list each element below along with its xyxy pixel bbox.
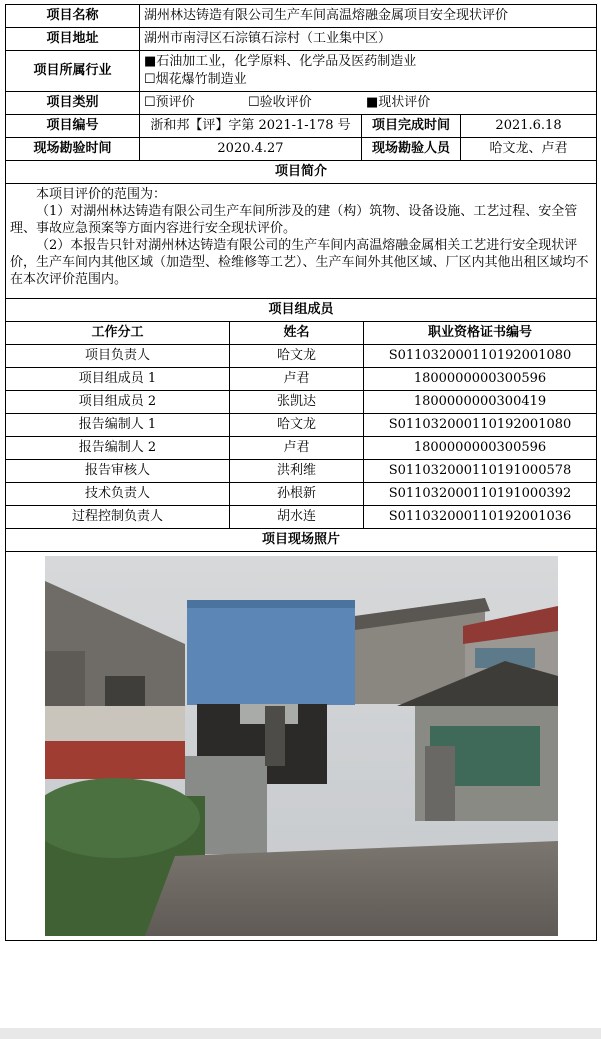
member-role: 项目组成员 1 bbox=[6, 367, 230, 390]
intro-body bbox=[6, 184, 597, 299]
project-industry-label: 项目所属行业 bbox=[6, 51, 140, 92]
project-address-label: 项目地址 bbox=[6, 28, 140, 51]
team-col-role: 工作分工 bbox=[6, 321, 230, 344]
project-industry-value bbox=[140, 51, 597, 92]
member-name: 张凯达 bbox=[230, 390, 364, 413]
intro-heading: 项目简介 bbox=[6, 161, 597, 184]
row-project-address bbox=[6, 28, 597, 51]
table-row bbox=[6, 436, 597, 459]
member-cert: S011032000110191000392 bbox=[364, 482, 597, 505]
row-intro-body bbox=[6, 184, 597, 299]
member-name: 哈文龙 bbox=[230, 344, 364, 367]
type-option-acceptance: ☐验收评价 bbox=[248, 95, 312, 110]
table-row bbox=[6, 367, 597, 390]
member-cert: S011032000110192001036 bbox=[364, 505, 597, 528]
member-cert: 1800000000300596 bbox=[364, 436, 597, 459]
team-header-row bbox=[6, 321, 597, 344]
survey-staff-label: 现场勘验人员 bbox=[362, 138, 461, 161]
project-type-label: 项目类别 bbox=[6, 92, 140, 115]
page-footer-bar bbox=[0, 1028, 601, 1039]
member-role: 报告编制人 1 bbox=[6, 413, 230, 436]
project-number-value: 浙和邦【评】字第 2021-1-178 号 bbox=[140, 115, 362, 138]
table-row bbox=[6, 390, 597, 413]
team-col-name: 姓名 bbox=[230, 321, 364, 344]
site-photo-image bbox=[45, 556, 558, 936]
member-name: 胡水连 bbox=[230, 505, 364, 528]
project-address-value: 湖州市南浔区石淙镇石淙村（工业集中区） bbox=[140, 28, 597, 51]
row-project-number bbox=[6, 115, 597, 138]
row-project-industry bbox=[6, 51, 597, 92]
table-row bbox=[6, 344, 597, 367]
project-complete-label: 项目完成时间 bbox=[362, 115, 461, 138]
member-name: 孙根新 bbox=[230, 482, 364, 505]
member-cert: S011032000110192001080 bbox=[364, 344, 597, 367]
survey-time-value: 2020.4.27 bbox=[140, 138, 362, 161]
member-cert: 1800000000300596 bbox=[364, 367, 597, 390]
evaluation-form bbox=[5, 4, 596, 941]
type-option-status: ■现状评价 bbox=[366, 95, 431, 110]
member-name: 洪利维 bbox=[230, 459, 364, 482]
row-intro-heading bbox=[6, 161, 597, 184]
member-role: 项目负责人 bbox=[6, 344, 230, 367]
row-photo bbox=[6, 551, 597, 940]
row-survey bbox=[6, 138, 597, 161]
row-project-name bbox=[6, 5, 597, 28]
member-role: 技术负责人 bbox=[6, 482, 230, 505]
survey-staff-value: 哈文龙、卢君 bbox=[461, 138, 597, 161]
row-team-heading bbox=[6, 298, 597, 321]
member-cert: S011032000110191000578 bbox=[364, 459, 597, 482]
intro-paragraph: （2）本报告只针对湖州林达铸造有限公司的生产车间内高温熔融金属相关工艺进行安全现状评价，生产车间内其他区域（加造型、检维修等工艺）、生产车间外其他区域、厂区内其他出租区域均不在本次评价范围内。 bbox=[10, 238, 589, 287]
team-table bbox=[5, 298, 597, 941]
member-name: 卢君 bbox=[230, 367, 364, 390]
intro-paragraph: （1）对湖州林达铸造有限公司生产车间所涉及的建（构）筑物、设备设施、工艺过程、安全管理、事故应急预案等方面内容进行安全现状评价。 bbox=[10, 204, 578, 236]
project-name-label: 项目名称 bbox=[6, 5, 140, 28]
member-role: 报告审核人 bbox=[6, 459, 230, 482]
photo-cell bbox=[6, 551, 597, 940]
project-type-value bbox=[140, 92, 597, 115]
photo-heading: 项目现场照片 bbox=[6, 528, 597, 551]
project-complete-value: 2021.6.18 bbox=[461, 115, 597, 138]
team-col-cert: 职业资格证书编号 bbox=[364, 321, 597, 344]
row-photo-heading bbox=[6, 528, 597, 551]
member-name: 哈文龙 bbox=[230, 413, 364, 436]
project-name-value: 湖州林达铸造有限公司生产车间高温熔融金属项目安全现状评价 bbox=[140, 5, 597, 28]
type-option-pre: ☐预评价 bbox=[144, 95, 195, 110]
intro-paragraph: 本项目评价的范围为： bbox=[36, 187, 167, 202]
member-cert: S011032000110192001080 bbox=[364, 413, 597, 436]
table-row bbox=[6, 459, 597, 482]
table-row bbox=[6, 505, 597, 528]
table-row bbox=[6, 413, 597, 436]
project-info-table bbox=[5, 4, 597, 299]
team-heading: 项目组成员 bbox=[6, 298, 597, 321]
row-project-type bbox=[6, 92, 597, 115]
table-row bbox=[6, 482, 597, 505]
industry-option-petrochem: ■石油加工业，化学原料、化学品及医药制造业 bbox=[144, 54, 417, 69]
industry-option-fireworks: ☐烟花爆竹制造业 bbox=[144, 72, 247, 87]
member-role: 过程控制负责人 bbox=[6, 505, 230, 528]
project-number-label: 项目编号 bbox=[6, 115, 140, 138]
member-cert: 1800000000300419 bbox=[364, 390, 597, 413]
member-role: 报告编制人 2 bbox=[6, 436, 230, 459]
member-name: 卢君 bbox=[230, 436, 364, 459]
survey-time-label: 现场勘验时间 bbox=[6, 138, 140, 161]
member-role: 项目组成员 2 bbox=[6, 390, 230, 413]
site-photo bbox=[45, 556, 558, 936]
